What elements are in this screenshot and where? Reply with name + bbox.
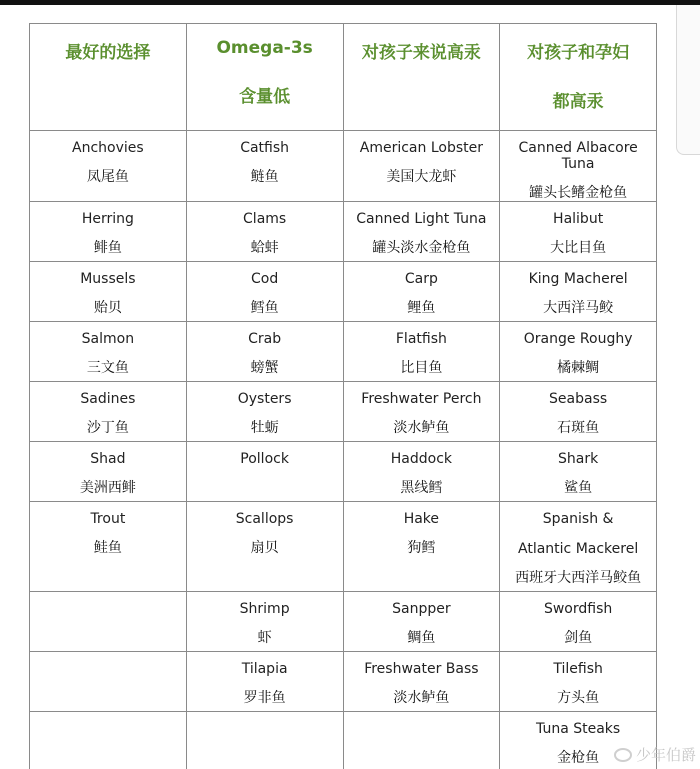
table-cell [343, 712, 500, 769]
table-cell [186, 262, 343, 322]
table-cell [186, 502, 343, 592]
fish-name-en: Crab [248, 331, 282, 347]
table-cell [30, 322, 187, 382]
fish-name-zh: 方头鱼 [557, 690, 600, 706]
fish-name-en: Clams [243, 211, 287, 227]
fish-name-en: Shrimp [239, 601, 290, 617]
fish-name-zh: 虾 [257, 630, 272, 646]
weibo-icon [614, 748, 632, 762]
table-row [30, 202, 657, 262]
table-cell [186, 322, 343, 382]
table-cell [500, 502, 657, 592]
table-cell [500, 322, 657, 382]
fish-name-en: Herring [81, 211, 134, 227]
fish-name-zh: 美洲西鲱 [79, 480, 136, 496]
fish-name-zh: 扇贝 [250, 540, 279, 556]
watermark [614, 744, 696, 765]
fish-name-zh: 罐头淡水金枪鱼 [372, 240, 471, 256]
fish-name-zh: 鲱鱼 [93, 240, 122, 256]
fish-name-zh: 螃蟹 [250, 360, 279, 376]
fish-name-en: Sadines [80, 391, 136, 407]
table-cell [343, 262, 500, 322]
table-cell [500, 652, 657, 712]
fish-name-zh: 大西洋马鲛 [543, 300, 614, 316]
table-cell [186, 652, 343, 712]
fish-name-en: Shad [90, 451, 126, 467]
fish-name-zh: 淡水鲈鱼 [393, 690, 450, 706]
table-cell [30, 592, 187, 652]
fish-name-zh: 橘棘鲷 [557, 360, 600, 376]
table-cell [30, 131, 187, 202]
fish-name-zh: 罗非鱼 [243, 690, 286, 706]
fish-name-en: Freshwater Bass [364, 661, 479, 677]
table-row [30, 592, 657, 652]
fish-name-en: Hake [403, 511, 440, 527]
table-row [30, 712, 657, 769]
fish-name-zh: 金枪鱼 [557, 750, 600, 766]
table-cell [186, 712, 343, 769]
fish-name-en: Tuna Steaks [536, 721, 621, 737]
fish-name-en: Canned Light Tuna [356, 211, 487, 227]
watermark-text: 少年伯爵 [635, 746, 696, 764]
fish-name-zh: 比目鱼 [400, 360, 443, 376]
fish-name-en: Shark [558, 451, 599, 467]
table-cell [186, 592, 343, 652]
fish-name-zh: 黑线鳕 [400, 480, 443, 496]
header-high-mercury-kids [343, 24, 500, 131]
fish-name-en: Canned Albacore Tuna [518, 140, 638, 172]
fish-name-en: Salmon [81, 331, 135, 347]
header-high-mercury-kids-pregnant [500, 24, 657, 131]
header-line: 最好的选择 [65, 43, 151, 63]
table-cell [30, 382, 187, 442]
header-low-omega3 [186, 24, 343, 131]
table-cell [343, 382, 500, 442]
fish-name-zh: 剑鱼 [564, 630, 593, 646]
table-row [30, 131, 657, 202]
table-row [30, 652, 657, 712]
fish-name-en: Pollock [240, 451, 289, 467]
fish-name-zh: 牡蛎 [250, 420, 279, 436]
table-cell [500, 262, 657, 322]
table-cell [343, 131, 500, 202]
table-row [30, 262, 657, 322]
fish-name-en: Halibut [553, 211, 604, 227]
fish-name-en: Atlantic Mackerel [518, 541, 639, 557]
table-cell [30, 502, 187, 592]
header-row [30, 24, 657, 131]
fish-name-en: King Macherel [528, 271, 628, 287]
table-cell [30, 652, 187, 712]
fish-mercury-table [29, 23, 657, 769]
fish-name-en: Freshwater Perch [361, 391, 482, 407]
fish-name-zh: 狗鳕 [407, 540, 436, 556]
table-cell [500, 202, 657, 262]
table-cell [500, 592, 657, 652]
fish-name-en: American Lobster [359, 140, 483, 156]
table-cell [343, 502, 500, 592]
fish-name-zh: 鲢鱼 [250, 169, 279, 185]
table-cell [500, 442, 657, 502]
fish-name-zh: 西班牙大西洋马鲛鱼 [515, 570, 642, 586]
fish-name-en: Tilefish [553, 661, 603, 677]
header-line: 对孩子和孕妇 [527, 43, 630, 63]
table-cell [500, 131, 657, 202]
table-cell [343, 442, 500, 502]
table-cell [186, 442, 343, 502]
header-line: 都高汞 [552, 92, 604, 112]
fish-name-en: Spanish & [542, 511, 614, 527]
table-cell [343, 592, 500, 652]
fish-name-zh: 三文鱼 [86, 360, 129, 376]
header-line: 对孩子来说高汞 [361, 43, 481, 63]
table-cell [186, 202, 343, 262]
fish-name-zh: 罐头长鳍金枪鱼 [529, 185, 628, 201]
table-cell [30, 442, 187, 502]
fish-name-en: Flatfish [395, 331, 447, 347]
fish-name-en: Trout [90, 511, 126, 527]
fish-name-en: Catfish [240, 140, 290, 156]
table-cell [30, 262, 187, 322]
fish-name-zh: 石斑鱼 [557, 420, 600, 436]
fish-name-zh: 淡水鲈鱼 [393, 420, 450, 436]
table-cell [186, 131, 343, 202]
fish-name-zh: 蛤蚌 [250, 240, 279, 256]
fish-name-en: Swordfish [543, 601, 613, 617]
table-row [30, 442, 657, 502]
fish-name-en: Seabass [549, 391, 608, 407]
header-best-choice [30, 24, 187, 131]
table-cell [343, 202, 500, 262]
fish-name-en: Tilapia [241, 661, 288, 677]
table-row [30, 502, 657, 592]
fish-name-en: Mussels [80, 271, 136, 287]
table-cell [343, 322, 500, 382]
table-cell [30, 202, 187, 262]
fish-name-zh: 鲑鱼 [93, 540, 122, 556]
fish-name-zh: 大比目鱼 [550, 240, 607, 256]
header-line: Omega-3s [216, 38, 313, 58]
header-line: 含量低 [239, 87, 291, 107]
table-cell [343, 652, 500, 712]
fish-name-en: Carp [404, 271, 438, 287]
fish-name-en: Oysters [237, 391, 292, 407]
top-dark-band [0, 0, 700, 5]
fish-name-zh: 贻贝 [93, 300, 122, 316]
fish-name-en: Scallops [235, 511, 294, 527]
table-cell [186, 382, 343, 442]
table-cell [500, 382, 657, 442]
fish-name-zh: 鲤鱼 [407, 300, 436, 316]
fish-name-zh: 鳕鱼 [250, 300, 279, 316]
fish-name-en: Sanpper [392, 601, 451, 617]
table-cell [30, 712, 187, 769]
fish-name-en: Cod [251, 271, 279, 287]
fish-name-zh: 鲨鱼 [564, 480, 593, 496]
fish-name-zh: 凤尾鱼 [86, 169, 129, 185]
side-panel-edge [676, 5, 700, 155]
fish-name-zh: 鲷鱼 [407, 630, 436, 646]
table-row [30, 322, 657, 382]
table-body [30, 131, 657, 769]
table-row [30, 382, 657, 442]
fish-name-zh: 沙丁鱼 [86, 420, 129, 436]
fish-name-en: Haddock [390, 451, 452, 467]
fish-name-en: Orange Roughy [523, 331, 633, 347]
fish-name-en: Anchovies [72, 140, 144, 156]
fish-name-zh: 美国大龙虾 [386, 169, 457, 185]
